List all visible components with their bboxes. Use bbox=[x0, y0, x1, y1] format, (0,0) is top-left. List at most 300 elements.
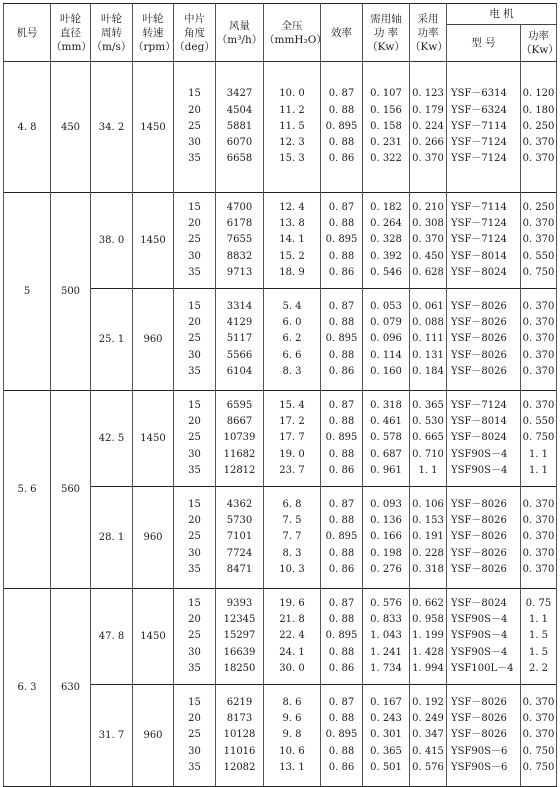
list-item: 0. 86 bbox=[328, 266, 355, 278]
list-item: 0. 710 bbox=[412, 448, 444, 460]
list-item: 10. 3 bbox=[279, 563, 305, 575]
list-item: YSF－8026 bbox=[451, 349, 507, 361]
list-item: 0. 461 bbox=[370, 416, 402, 428]
list-item: 0. 250 bbox=[522, 201, 555, 213]
list-item: 25 bbox=[188, 531, 201, 543]
list-item: YSF－8024 bbox=[451, 266, 507, 278]
list-item: 0. 370 bbox=[522, 713, 555, 725]
list-item: 24. 1 bbox=[279, 646, 305, 658]
list-item: 0. 250 bbox=[522, 120, 555, 132]
list-item: 8. 3 bbox=[282, 365, 302, 377]
list-item: 6178 bbox=[226, 218, 253, 230]
list-item: 0. 318 bbox=[412, 563, 444, 575]
list-item: 0. 167 bbox=[370, 696, 402, 708]
list-item: YSF90S－6 bbox=[451, 745, 508, 757]
list-item: 11. 2 bbox=[279, 104, 305, 116]
list-item: 15 bbox=[188, 696, 201, 708]
list-item: 0. 370 bbox=[522, 547, 555, 559]
header-pressure: 全压 （mmH₂O） bbox=[264, 4, 321, 62]
list-item: 0. 87 bbox=[328, 88, 355, 100]
list-item: 0. 750 bbox=[522, 761, 555, 773]
list-item: 0. 750 bbox=[522, 266, 555, 278]
list-item: 6219 bbox=[226, 696, 253, 708]
list-item: 0. 88 bbox=[328, 137, 355, 149]
table-row bbox=[4, 589, 557, 685]
list-item: 0. 106 bbox=[412, 498, 444, 510]
list-item: 1. 043 bbox=[370, 630, 402, 642]
list-item: 12082 bbox=[223, 761, 256, 773]
list-item: YSF－8026 bbox=[451, 498, 507, 510]
list-item: 1. 199 bbox=[412, 630, 444, 642]
list-item: YSF－8014 bbox=[451, 250, 507, 262]
shaft-power-cell bbox=[363, 589, 410, 685]
list-item: 0. 88 bbox=[328, 416, 355, 428]
list-item: YSF－6314 bbox=[451, 88, 507, 100]
rpm-cell: 1450 bbox=[133, 62, 174, 193]
list-item: 0. 88 bbox=[328, 349, 355, 361]
header-motor-type: 型 号 bbox=[447, 25, 521, 62]
list-item: 5. 4 bbox=[282, 300, 302, 312]
list-item: 0. 88 bbox=[328, 614, 355, 626]
list-item: 5566 bbox=[226, 349, 253, 361]
list-item: 20 bbox=[188, 515, 201, 527]
list-item: 1. 428 bbox=[412, 646, 444, 658]
header-shaft-power: 需用轴 功 率 （Kw） bbox=[363, 4, 410, 62]
diameter-cell: 500 bbox=[51, 193, 91, 391]
list-item: 0. 266 bbox=[412, 137, 444, 149]
list-item: 0. 370 bbox=[522, 365, 555, 377]
table-row bbox=[4, 391, 557, 487]
table-row bbox=[4, 193, 557, 289]
list-item: 0. 88 bbox=[328, 250, 355, 262]
adopted-power-cell bbox=[410, 62, 447, 193]
list-item: YSF－8026 bbox=[451, 563, 507, 575]
list-item: 0. 88 bbox=[328, 218, 355, 230]
list-item: 16639 bbox=[223, 646, 256, 658]
header-angle: 中片 角度 （deg） bbox=[174, 4, 216, 62]
list-item: 0. 192 bbox=[412, 696, 444, 708]
list-item: 1. 1 bbox=[528, 614, 549, 626]
motor-power-cell bbox=[521, 391, 557, 487]
tip-speed-cell: 28. 1 bbox=[91, 487, 133, 589]
list-item: YSF－7114 bbox=[451, 201, 507, 213]
pressure-cell bbox=[264, 487, 321, 589]
list-item: 6658 bbox=[226, 153, 253, 165]
list-item: 0. 86 bbox=[328, 153, 355, 165]
list-item: 0. 184 bbox=[412, 365, 444, 377]
list-item: 0. 75 bbox=[525, 597, 552, 609]
list-item: 0. 088 bbox=[412, 317, 444, 329]
list-item: 0. 88 bbox=[328, 448, 355, 460]
table-body bbox=[4, 62, 557, 787]
list-item: 0. 546 bbox=[370, 266, 402, 278]
list-item: 0. 308 bbox=[412, 218, 444, 230]
model-cell: 4. 8 bbox=[4, 62, 51, 193]
list-item: YSF－7124 bbox=[451, 153, 507, 165]
list-item: 20 bbox=[188, 104, 201, 116]
list-item: 30 bbox=[188, 349, 201, 361]
rpm-cell: 960 bbox=[133, 487, 174, 589]
list-item: 15. 4 bbox=[279, 399, 305, 411]
list-item: 19. 0 bbox=[279, 448, 305, 460]
table-row bbox=[4, 62, 557, 193]
list-item: 35 bbox=[188, 662, 201, 674]
list-item: 12345 bbox=[223, 614, 256, 626]
list-item: 0. 370 bbox=[522, 515, 555, 527]
list-item: YSF－7124 bbox=[451, 234, 507, 246]
list-item: 12. 4 bbox=[279, 201, 305, 213]
list-item: YSF90S－4 bbox=[451, 646, 508, 658]
list-item: 0. 198 bbox=[370, 547, 402, 559]
header-airflow: 风量 （m³/h） bbox=[216, 4, 264, 62]
list-item: 7724 bbox=[226, 547, 253, 559]
airflow-cell bbox=[216, 62, 264, 193]
list-item: 0. 370 bbox=[412, 234, 444, 246]
list-item: 0. 231 bbox=[370, 137, 402, 149]
tip-speed-cell: 34. 2 bbox=[91, 62, 133, 193]
list-item: 0. 318 bbox=[370, 399, 402, 411]
list-item: 0. 501 bbox=[370, 761, 402, 773]
header-motor-power: 功率 （Kw） bbox=[521, 25, 557, 62]
model-cell: 6. 3 bbox=[4, 589, 51, 787]
angle-cell bbox=[174, 391, 216, 487]
list-item: YSF－8026 bbox=[451, 547, 507, 559]
list-item: 22. 4 bbox=[279, 630, 305, 642]
list-item: 15 bbox=[188, 597, 201, 609]
motor-type-cell bbox=[447, 62, 521, 193]
list-item: 0. 111 bbox=[412, 333, 444, 345]
list-item: 0. 182 bbox=[370, 201, 402, 213]
list-item: 15 bbox=[188, 201, 201, 213]
list-item: YSF－8026 bbox=[451, 696, 507, 708]
list-item: 11682 bbox=[223, 448, 256, 460]
list-item: YSF－7114 bbox=[451, 120, 507, 132]
list-item: 0. 079 bbox=[370, 317, 402, 329]
diameter-cell: 630 bbox=[51, 589, 91, 787]
list-item: 18. 9 bbox=[279, 266, 305, 278]
list-item: 0. 687 bbox=[370, 448, 402, 460]
list-item: 10739 bbox=[223, 432, 256, 444]
list-item: 25 bbox=[188, 630, 201, 642]
list-item: 17. 7 bbox=[279, 432, 305, 444]
list-item: 8832 bbox=[226, 250, 253, 262]
list-item: 8173 bbox=[226, 713, 253, 725]
list-item: 0. 180 bbox=[522, 104, 555, 116]
list-item: 15 bbox=[188, 300, 201, 312]
motor-power-cell bbox=[521, 487, 557, 589]
list-item: YSF－8024 bbox=[451, 432, 507, 444]
list-item: 0. 370 bbox=[522, 498, 555, 510]
list-item: 0. 576 bbox=[412, 761, 444, 773]
motor-type-cell bbox=[447, 391, 521, 487]
list-item: 35 bbox=[188, 153, 201, 165]
list-item: 12812 bbox=[223, 464, 256, 476]
list-item: 0. 120 bbox=[522, 88, 555, 100]
list-item: 4362 bbox=[226, 498, 253, 510]
list-item: 0. 750 bbox=[522, 745, 555, 757]
list-item: 0. 958 bbox=[412, 614, 444, 626]
list-item: 25 bbox=[188, 234, 201, 246]
model-cell: 5. 6 bbox=[4, 391, 51, 589]
list-item: 15. 3 bbox=[279, 153, 305, 165]
motor-type-cell bbox=[447, 487, 521, 589]
pressure-cell bbox=[264, 289, 321, 391]
list-item: YSF－6324 bbox=[451, 104, 507, 116]
list-item: 0. 156 bbox=[370, 104, 402, 116]
list-item: 6070 bbox=[226, 137, 253, 149]
angle-cell bbox=[174, 487, 216, 589]
efficiency-cell bbox=[321, 685, 363, 787]
list-item: 0. 961 bbox=[370, 464, 402, 476]
motor-type-cell bbox=[447, 289, 521, 391]
list-item: 0. 158 bbox=[370, 120, 402, 132]
list-item: 20 bbox=[188, 317, 201, 329]
airflow-cell bbox=[216, 289, 264, 391]
motor-power-cell bbox=[521, 193, 557, 289]
list-item: 20 bbox=[188, 713, 201, 725]
list-item: 0. 347 bbox=[412, 729, 444, 741]
list-item: 0. 224 bbox=[412, 120, 444, 132]
list-item: 0. 107 bbox=[370, 88, 402, 100]
motor-power-cell bbox=[521, 289, 557, 391]
list-item: 0. 87 bbox=[328, 696, 355, 708]
list-item: 0. 895 bbox=[325, 333, 358, 345]
header-motor: 电 机 bbox=[447, 4, 557, 25]
tip-speed-cell: 47. 8 bbox=[91, 589, 133, 685]
list-item: 0. 123 bbox=[412, 88, 444, 100]
efficiency-cell bbox=[321, 589, 363, 685]
motor-type-cell bbox=[447, 685, 521, 787]
fan-performance-table bbox=[3, 3, 557, 787]
list-item: YSF90S－6 bbox=[451, 761, 508, 773]
adopted-power-cell bbox=[410, 487, 447, 589]
list-item: 0. 87 bbox=[328, 498, 355, 510]
list-item: 0. 86 bbox=[328, 563, 355, 575]
list-item: 0. 87 bbox=[328, 201, 355, 213]
efficiency-cell bbox=[321, 62, 363, 193]
airflow-cell bbox=[216, 193, 264, 289]
list-item: 1. 241 bbox=[370, 646, 402, 658]
list-item: 15297 bbox=[223, 630, 256, 642]
airflow-cell bbox=[216, 685, 264, 787]
list-item: 0. 662 bbox=[412, 597, 444, 609]
list-item: 6. 0 bbox=[282, 317, 302, 329]
list-item: YSF90S－4 bbox=[451, 614, 508, 626]
angle-cell bbox=[174, 589, 216, 685]
list-item: 1. 1 bbox=[528, 464, 549, 476]
list-item: 6. 8 bbox=[282, 498, 302, 510]
list-item: 1. 994 bbox=[412, 662, 444, 674]
list-item: 0. 370 bbox=[522, 153, 555, 165]
list-item: 0. 370 bbox=[522, 137, 555, 149]
list-item: 0. 550 bbox=[522, 250, 555, 262]
list-item: 0. 249 bbox=[412, 713, 444, 725]
list-item: 11016 bbox=[223, 745, 256, 757]
rpm-cell: 1450 bbox=[133, 589, 174, 685]
efficiency-cell bbox=[321, 193, 363, 289]
list-item: YSF－8026 bbox=[451, 333, 507, 345]
list-item: 10. 0 bbox=[279, 88, 305, 100]
list-item: 0. 576 bbox=[370, 597, 402, 609]
angle-cell bbox=[174, 62, 216, 193]
header-efficiency: 效率 bbox=[321, 4, 363, 62]
list-item: 0. 87 bbox=[328, 597, 355, 609]
list-item: 4129 bbox=[226, 317, 253, 329]
list-item: 30 bbox=[188, 137, 201, 149]
list-item: 1. 1 bbox=[418, 464, 438, 476]
shaft-power-cell bbox=[363, 391, 410, 487]
shaft-power-cell bbox=[363, 193, 410, 289]
list-item: 3314 bbox=[226, 300, 253, 312]
list-item: 15 bbox=[188, 399, 201, 411]
list-item: 7655 bbox=[226, 234, 253, 246]
list-item: 25 bbox=[188, 333, 201, 345]
list-item: 0. 550 bbox=[522, 416, 555, 428]
list-item: 35 bbox=[188, 266, 201, 278]
shaft-power-cell bbox=[363, 289, 410, 391]
list-item: 1. 5 bbox=[528, 630, 549, 642]
list-item: 0. 895 bbox=[325, 432, 358, 444]
list-item: 0. 370 bbox=[522, 349, 555, 361]
list-item: 0. 86 bbox=[328, 464, 355, 476]
list-item: YSF－8026 bbox=[451, 713, 507, 725]
list-item: 0. 665 bbox=[412, 432, 444, 444]
list-item: 6. 2 bbox=[282, 333, 302, 345]
list-item: 0. 370 bbox=[522, 531, 555, 543]
list-item: 0. 88 bbox=[328, 547, 355, 559]
list-item: 2. 2 bbox=[528, 662, 549, 674]
list-item: 5117 bbox=[226, 333, 253, 345]
list-item: 25 bbox=[188, 120, 201, 132]
tip-speed-cell: 38. 0 bbox=[91, 193, 133, 289]
list-item: 35 bbox=[188, 761, 201, 773]
list-item: 30 bbox=[188, 646, 201, 658]
list-item: 0. 578 bbox=[370, 432, 402, 444]
list-item: 0. 895 bbox=[325, 531, 358, 543]
list-item: 0. 179 bbox=[412, 104, 444, 116]
list-item: 9. 6 bbox=[282, 713, 302, 725]
list-item: 0. 370 bbox=[412, 153, 444, 165]
motor-power-cell bbox=[521, 62, 557, 193]
list-item: 0. 895 bbox=[325, 729, 358, 741]
list-item: 7. 5 bbox=[282, 515, 302, 527]
rpm-cell: 1450 bbox=[133, 391, 174, 487]
adopted-power-cell bbox=[410, 589, 447, 685]
list-item: 0. 88 bbox=[328, 745, 355, 757]
list-item: 0. 370 bbox=[522, 399, 555, 411]
motor-type-cell bbox=[447, 589, 521, 685]
list-item: 8471 bbox=[226, 563, 253, 575]
list-item: 13. 1 bbox=[279, 761, 305, 773]
shaft-power-cell bbox=[363, 685, 410, 787]
list-item: 0. 370 bbox=[522, 729, 555, 741]
list-item: 7. 7 bbox=[282, 531, 302, 543]
list-item: 1. 5 bbox=[528, 646, 549, 658]
list-item: 0. 191 bbox=[412, 531, 444, 543]
list-item: 8667 bbox=[226, 416, 253, 428]
table-header bbox=[4, 4, 557, 62]
list-item: 30 bbox=[188, 745, 201, 757]
header-model: 机号 bbox=[4, 4, 51, 62]
list-item: 0. 895 bbox=[325, 630, 358, 642]
list-item: 25 bbox=[188, 729, 201, 741]
list-item: 0. 365 bbox=[370, 745, 402, 757]
angle-cell bbox=[174, 193, 216, 289]
list-item: 0. 166 bbox=[370, 531, 402, 543]
list-item: 0. 415 bbox=[412, 745, 444, 757]
adopted-power-cell bbox=[410, 289, 447, 391]
list-item: 0. 243 bbox=[370, 713, 402, 725]
diameter-cell: 560 bbox=[51, 391, 91, 589]
list-item: 0. 301 bbox=[370, 729, 402, 741]
list-item: 0. 370 bbox=[522, 696, 555, 708]
list-item: YSF－7124 bbox=[451, 399, 507, 411]
list-item: 0. 153 bbox=[412, 515, 444, 527]
list-item: 0. 160 bbox=[370, 365, 402, 377]
header-tip-speed: 叶轮 周转 （m/s） bbox=[91, 4, 133, 62]
list-item: YSF－8026 bbox=[451, 365, 507, 377]
list-item: 0. 131 bbox=[412, 349, 444, 361]
list-item: 0. 061 bbox=[412, 300, 444, 312]
list-item: 10. 6 bbox=[279, 745, 305, 757]
pressure-cell bbox=[264, 685, 321, 787]
list-item: 20 bbox=[188, 416, 201, 428]
list-item: 0. 328 bbox=[370, 234, 402, 246]
list-item: 3427 bbox=[226, 88, 253, 100]
list-item: 9393 bbox=[226, 597, 253, 609]
list-item: 30 bbox=[188, 250, 201, 262]
list-item: 0. 895 bbox=[325, 120, 358, 132]
list-item: 0. 88 bbox=[328, 713, 355, 725]
list-item: 23. 7 bbox=[279, 464, 305, 476]
list-item: 30 bbox=[188, 448, 201, 460]
list-item: 8. 6 bbox=[282, 696, 302, 708]
list-item: 0. 370 bbox=[522, 234, 555, 246]
list-item: 0. 833 bbox=[370, 614, 402, 626]
list-item: 0. 370 bbox=[522, 317, 555, 329]
list-item: 0. 322 bbox=[370, 153, 402, 165]
list-item: 11. 5 bbox=[279, 120, 305, 132]
list-item: 18250 bbox=[223, 662, 256, 674]
list-item: 0. 093 bbox=[370, 498, 402, 510]
rpm-cell: 960 bbox=[133, 685, 174, 787]
list-item: 0. 87 bbox=[328, 300, 355, 312]
list-item: 0. 86 bbox=[328, 662, 355, 674]
list-item: 0. 136 bbox=[370, 515, 402, 527]
list-item: YSF－8026 bbox=[451, 515, 507, 527]
list-item: 0. 370 bbox=[522, 218, 555, 230]
list-item: 35 bbox=[188, 365, 201, 377]
list-item: 0. 628 bbox=[412, 266, 444, 278]
airflow-cell bbox=[216, 487, 264, 589]
list-item: 6595 bbox=[226, 399, 253, 411]
list-item: 0. 370 bbox=[522, 333, 555, 345]
list-item: YSF－8014 bbox=[451, 416, 507, 428]
list-item: 0. 264 bbox=[370, 218, 402, 230]
list-item: 0. 370 bbox=[522, 563, 555, 575]
list-item: 0. 114 bbox=[370, 349, 402, 361]
list-item: YSF－7124 bbox=[451, 137, 507, 149]
list-item: 0. 392 bbox=[370, 250, 402, 262]
list-item: 30. 0 bbox=[279, 662, 305, 674]
list-item: YSF－8026 bbox=[451, 531, 507, 543]
motor-type-cell bbox=[447, 193, 521, 289]
list-item: 13. 8 bbox=[279, 218, 305, 230]
list-item: 0. 88 bbox=[328, 646, 355, 658]
list-item: 20 bbox=[188, 614, 201, 626]
list-item: YSF－7124 bbox=[451, 218, 507, 230]
list-item: 19. 6 bbox=[279, 597, 305, 609]
